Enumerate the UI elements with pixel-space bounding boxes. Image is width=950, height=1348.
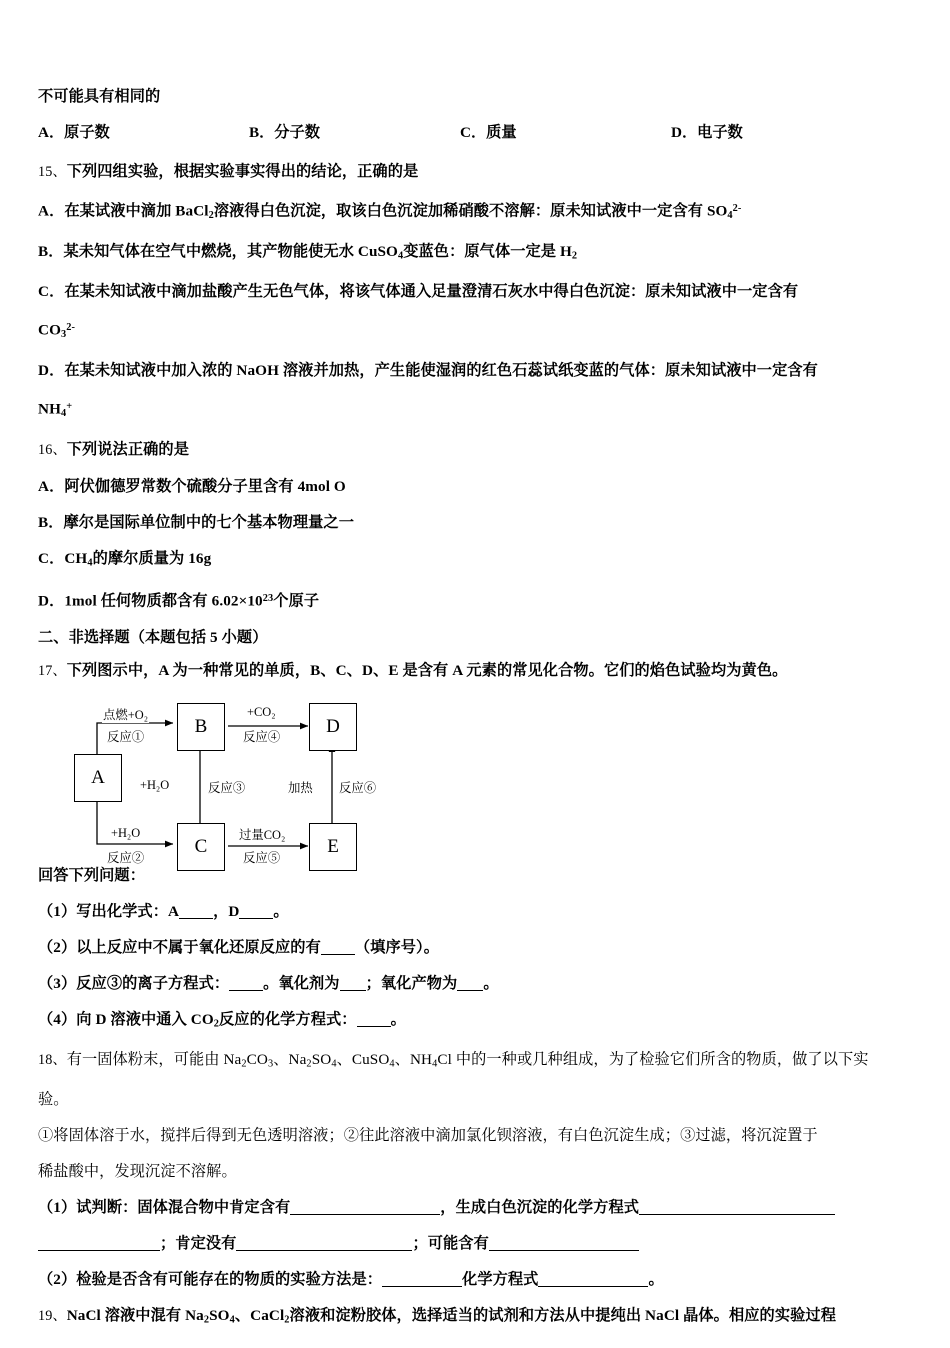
q18-sub2: （2）检验是否含有可能存在的物质的实验方法是： 化学方程式 。 — [38, 1271, 664, 1289]
edge5-condition-label: 过量CO₂ — [238, 825, 286, 843]
q14-option-b: B．分子数 — [249, 124, 320, 141]
flow-box-b: B — [177, 703, 225, 751]
q18-sub1-blank-possible[interactable] — [489, 1250, 639, 1251]
q18-sub1-blank-equation-cont[interactable] — [38, 1250, 160, 1251]
q17-stem-text: 下列图示中，A 为一种常见的单质，B、C、D、E 是含有 A 元素的常见化合物。它们的焰色试验均为黄色。 — [66, 661, 788, 679]
q17-sub2-blank[interactable] — [321, 954, 355, 955]
q17-stem — [38, 662, 914, 680]
q17-sub1: （1）写出化学式：A ，D 。 — [38, 902, 289, 920]
q17-answer-prompt: 回答下列问题： — [38, 866, 146, 884]
q18-line1-text: 有一固体粉末，可能由 $Na_2CO_3$、$Na_2SO_4$、CuSO$_4$、$NH_4Cl$ 中的一种或几种组成，为了检验它们所含的物质，做了以下实 — [66, 1051, 869, 1070]
q17-sub2: （2）以上反应中不属于氧化还原反应的有 （填序号）。 — [38, 938, 439, 956]
edge6-condition-label: 加热 — [287, 778, 314, 796]
edge2-condition-label: +H₂O — [111, 825, 141, 840]
q17-number: 17、 — [38, 662, 67, 679]
q15-stem — [38, 163, 914, 181]
flow-box-d: D — [309, 703, 357, 751]
q18-line3: ①将固体溶于水，搅拌后得到无色透明溶液；②往此溶液中滴加氯化钡溶液，有白色沉淀生成；③过滤，将沉淀置于 — [38, 1127, 818, 1145]
q18-sub1-blank-absent[interactable] — [236, 1250, 412, 1251]
q18-line1 — [38, 1051, 914, 1072]
q14-option-a: A．原子数 — [38, 124, 110, 141]
q14-option-c: C．质量 — [460, 124, 517, 141]
q17-sub3-blank-product[interactable] — [457, 990, 483, 991]
q14-stem: 不可能具有相同的 — [38, 88, 161, 105]
edge4-reaction-label: 反应④ — [242, 727, 281, 745]
q16-option-b: B．摩尔是国际单位制中的七个基本物理量之一 — [38, 513, 354, 531]
q16-stem — [38, 441, 914, 459]
section2-heading: 二、非选择题（本题包括 5 小题） — [38, 628, 268, 646]
edge5-reaction-label: 反应⑤ — [242, 848, 281, 866]
q18-line4: 稀盐酸中，发现沉淀不溶解。 — [38, 1163, 237, 1181]
edge1-condition-label: 点燃+O₂ — [102, 705, 149, 723]
q17-sub3-blank-oxidant[interactable] — [340, 990, 366, 991]
q18-number: 18、 — [38, 1052, 67, 1069]
q14-options — [38, 124, 914, 141]
q19-number: 19、 — [38, 1308, 67, 1325]
flow-box-a: A — [74, 754, 122, 802]
q15-option-d-line2: $NH_4^+$ — [38, 400, 73, 419]
q16-option-a: A．阿伏伽德罗常数个硫酸分子里含有 4mol O — [38, 477, 346, 495]
q15-option-b: B．某未知气体在空气中燃烧，其产物能使无水 CuSO$_4$变蓝色：原气体一定是 $H_2$ — [38, 242, 578, 262]
q18-sub1-line1: （1）试判断：固体混合物中肯定含有 ，生成白色沉淀的化学方程式 — [38, 1199, 914, 1216]
edge6-reaction-label: 反应⑥ — [338, 778, 377, 796]
q18-sub1-blank-equation[interactable] — [639, 1214, 835, 1215]
q15-number: 15、 — [38, 164, 67, 180]
q16-option-d: D．1mol 任何物质都含有 $6.02\times 10^{23}$个原子 — [38, 592, 320, 610]
edge3-reaction-label: 反应③ — [207, 778, 246, 796]
q17-sub3: （3）反应③的离子方程式： 。氧化剂为 ；氧化产物为 。 — [38, 974, 499, 992]
q18-sub2-blank-method[interactable] — [382, 1286, 462, 1287]
q15-option-c-line2: $CO_3^{2-}$ — [38, 321, 76, 341]
q16-option-c: C．$CH_4$的摩尔质量为 16g — [38, 549, 212, 569]
q18-line2: 验。 — [38, 1091, 69, 1109]
q14-option-d: D．电子数 — [671, 124, 743, 141]
flow-box-e: E — [309, 823, 357, 871]
q18-sub2-blank-equation[interactable] — [538, 1286, 648, 1287]
q17-sub4: （4）向 D 溶液中通入 $CO_2$反应的化学方程式： 。 — [38, 1010, 406, 1030]
edge3-condition-label: +H₂O — [140, 777, 170, 792]
q17-sub3-blank-equation[interactable] — [229, 990, 263, 991]
q18-sub1-line2: ；肯定没有 ；可能含有 — [38, 1235, 914, 1252]
edge2-reaction-label: 反应② — [106, 848, 145, 866]
q16-number: 16、 — [38, 441, 67, 458]
edge4-condition-label: +CO₂ — [247, 704, 276, 719]
q19-line1-text: NaCl 溶液中混有 $Na_2SO_4$、CaCl$_2$溶液和淀粉胶体，选择适当的试剂和方法从中提纯出 NaCl 晶体。相应的实验过程 — [66, 1307, 836, 1326]
flow-box-c: C — [177, 823, 225, 871]
q17-flow-diagram — [60, 696, 420, 865]
q15-option-d-line1: D．在某未知试液中加入浓的 NaOH 溶液并加热，产生能使湿润的红色石蕊试纸变蓝的气体：原未知试液中一定含有 — [38, 362, 818, 380]
q15-option-a: A．在某试液中滴加 BaCl$_2$溶液得白色沉淀，取该白色沉淀加稀硝酸不溶解：原未知试液中一定含有 $SO_4^{2-}$ — [38, 202, 742, 221]
q17-sub1-blank-d[interactable] — [239, 918, 273, 919]
page-body — [38, 88, 914, 1348]
q15-stem-text: 下列四组实验，根据实验事实得出的结论，正确的是 — [66, 163, 419, 180]
q16-stem-text: 下列说法正确的是 — [66, 440, 189, 458]
q17-sub1-blank-a[interactable] — [179, 918, 213, 919]
q18-sub1-blank-contains[interactable] — [290, 1214, 440, 1215]
q15-option-c-line1: C．在某未知试液中滴加盐酸产生无色气体，将该气体通入足量澄清石灰水中得白色沉淀：原未知试液中一定含有 — [38, 283, 799, 301]
q17-sub4-blank[interactable] — [357, 1026, 391, 1027]
q19-line1 — [38, 1307, 914, 1328]
edge1-reaction-label: 反应① — [106, 727, 145, 745]
